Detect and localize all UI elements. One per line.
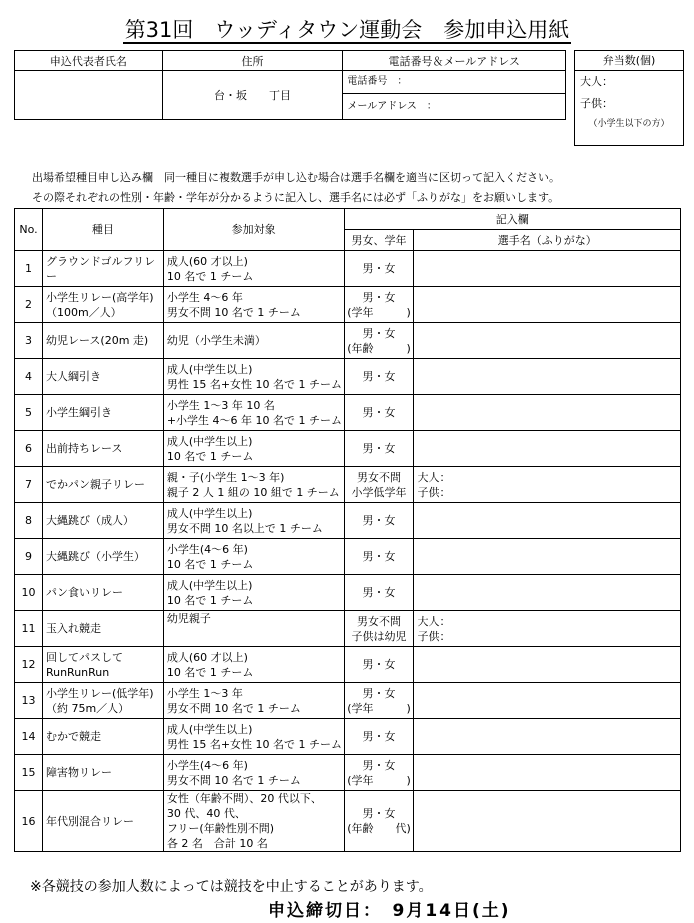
gender-field[interactable] xyxy=(344,287,414,323)
row-number: 16 xyxy=(15,791,43,852)
target-line: 10 名で 1 チーム xyxy=(166,557,254,571)
player-label: 子供： xyxy=(417,485,451,499)
gender-line: (学年 ) xyxy=(347,305,411,319)
player-name-field[interactable] xyxy=(414,467,681,503)
table-row xyxy=(15,647,681,683)
gender-line: (年齢 代) xyxy=(347,822,411,835)
event-name xyxy=(42,395,163,431)
gender-line: (年齢 ) xyxy=(347,341,411,355)
address-value: 台・坂 丁目 xyxy=(214,89,292,102)
target-line: 成人(中学生以上) xyxy=(166,506,253,520)
target-line: 小学生 1〜3 年 xyxy=(166,686,243,700)
event-name-line: （約 75m／人） xyxy=(45,701,130,715)
gender-line: 男・女 xyxy=(362,758,396,772)
deadline: 申込締切日： 9月14日(土) xyxy=(268,901,511,921)
instruction-line: その際それぞれの性別・年齢・学年が分かるように記入し、選手名には必ず「ふりがな」をお願いします。 xyxy=(32,191,560,204)
target-line: 小学生(4〜6 年) xyxy=(166,542,248,556)
target-line: 成人(中学生以上) xyxy=(166,722,253,736)
target-line: 10 名で 1 チーム xyxy=(166,269,254,283)
gender-line: 男・女 xyxy=(362,406,396,419)
gender-field[interactable] xyxy=(344,539,414,575)
bento-note: （小学生以下の方） xyxy=(588,119,670,129)
gender-line: (学年 ) xyxy=(347,773,411,787)
target-line: 10 名で 1 チーム xyxy=(166,449,254,463)
table-row xyxy=(15,359,681,395)
target-line: 10 名で 1 チーム xyxy=(166,665,254,679)
target-cell xyxy=(163,575,344,611)
gender-line: 子供は幼児 xyxy=(351,629,407,643)
target-cell xyxy=(163,251,344,287)
gender-field[interactable] xyxy=(344,467,414,503)
gender-field[interactable] xyxy=(344,251,414,287)
gender-line: 男・女 xyxy=(362,586,396,599)
target-cell xyxy=(163,503,344,539)
target-line: 成人(60 才以上) xyxy=(166,254,248,268)
target-cell xyxy=(163,755,344,791)
event-table xyxy=(14,208,681,852)
row-number: 14 xyxy=(15,719,43,755)
target-line: 男女不問 10 名で 1 チーム xyxy=(166,701,301,715)
col-no: No. xyxy=(15,209,43,251)
player-name-field[interactable] xyxy=(414,575,681,611)
target-line: 幼児親子 xyxy=(166,612,211,625)
event-name-line: RunRunRun xyxy=(45,665,110,679)
player-name-field[interactable] xyxy=(414,791,681,852)
row-number: 1 xyxy=(15,251,43,287)
table-row xyxy=(15,323,681,359)
event-name-line: 幼児レース(20m 走) xyxy=(45,334,149,347)
row-number: 12 xyxy=(15,647,43,683)
gender-line: 男・女 xyxy=(362,807,396,820)
bento-title: 弁当数(個) xyxy=(575,51,683,71)
gender-field[interactable] xyxy=(344,647,414,683)
target-line: 小学生 1〜3 年 10 名 xyxy=(166,398,275,412)
event-name xyxy=(42,683,163,719)
col-entry: 記入欄 xyxy=(344,209,680,230)
table-row xyxy=(15,467,681,503)
col-gender: 男女、学年 xyxy=(344,230,414,251)
event-name xyxy=(42,755,163,791)
target-line: 小学生(4〜6 年) xyxy=(166,758,248,772)
target-cell xyxy=(163,287,344,323)
mail-label: メールアドレス ： xyxy=(347,101,437,112)
col-event: 種目 xyxy=(42,209,163,251)
event-name xyxy=(42,719,163,755)
event-name-line: 出前持ちレース xyxy=(45,442,123,455)
target-cell xyxy=(163,647,344,683)
gender-line: 小学低学年 xyxy=(351,485,407,499)
table-row xyxy=(15,575,681,611)
row-number: 15 xyxy=(15,755,43,791)
event-name-line: 年代別混合リレー xyxy=(45,814,134,828)
gender-line: 男・女 xyxy=(362,370,396,383)
row-number: 8 xyxy=(15,503,43,539)
gender-line: 男・女 xyxy=(362,658,396,671)
gender-line: 男女不問 xyxy=(356,614,401,628)
gender-line: 男・女 xyxy=(362,686,396,700)
gender-line: 男・女 xyxy=(362,550,396,563)
target-line: フリー(年齢性別不問) xyxy=(166,822,274,835)
player-name-field[interactable] xyxy=(414,251,681,287)
table-row xyxy=(15,251,681,287)
event-name-line: むかで競走 xyxy=(45,730,101,743)
row-number: 3 xyxy=(15,323,43,359)
target-cell xyxy=(163,323,344,359)
bento-count-box xyxy=(574,50,684,146)
event-name xyxy=(42,251,163,287)
target-line: 30 代、40 代、 xyxy=(166,807,246,820)
target-line: 成人(中学生以上) xyxy=(166,578,253,592)
footer-note: ※各競技の参加人数によっては競技を中止することがあります。 xyxy=(30,879,433,895)
gender-field[interactable] xyxy=(344,503,414,539)
target-line: 成人(中学生以上) xyxy=(166,434,253,448)
target-line: 親子 2 人 1 組の 10 組で 1 チーム xyxy=(166,485,340,499)
target-cell xyxy=(163,539,344,575)
applicant-name-field[interactable] xyxy=(15,71,163,120)
gender-field[interactable] xyxy=(344,683,414,719)
event-name-line: グラウンドゴルフリレー xyxy=(45,254,156,283)
player-name-field[interactable] xyxy=(414,503,681,539)
event-name xyxy=(42,287,163,323)
row-number: 7 xyxy=(15,467,43,503)
header-address-label: 住所 xyxy=(162,51,343,71)
table-row xyxy=(15,719,681,755)
table-row xyxy=(15,539,681,575)
player-name-field[interactable] xyxy=(414,287,681,323)
table-row xyxy=(15,791,681,852)
col-target: 参加対象 xyxy=(163,209,344,251)
page-title: 第31回 ウッディタウン運動会 参加申込用紙 xyxy=(124,18,570,42)
applicant-table xyxy=(14,50,566,120)
target-cell xyxy=(163,791,344,852)
target-cell xyxy=(163,431,344,467)
event-name xyxy=(42,647,163,683)
row-number: 5 xyxy=(15,395,43,431)
target-cell xyxy=(163,467,344,503)
address-field[interactable] xyxy=(162,71,343,120)
gender-line: 男・女 xyxy=(362,442,396,455)
table-row xyxy=(15,683,681,719)
player-label: 大人： xyxy=(417,470,451,484)
event-name xyxy=(42,359,163,395)
event-name-line: 小学生リレー(高学年) xyxy=(45,290,154,304)
gender-field[interactable] xyxy=(344,359,414,395)
event-name xyxy=(42,611,163,647)
event-name-line: 小学生綱引き xyxy=(45,406,112,419)
instruction-line: 出場希望種目申し込み欄 同一種目に複数選手が申し込む場合は選手名欄を適当に区切って記入ください。 xyxy=(32,171,560,184)
table-row xyxy=(15,755,681,791)
col-player: 選手名（ふりがな） xyxy=(414,230,681,251)
event-name xyxy=(42,791,163,852)
target-line: 各 2 名 合計 10 名 xyxy=(166,837,268,850)
gender-field[interactable] xyxy=(344,719,414,755)
gender-line: 男・女 xyxy=(362,730,396,743)
bento-adult-field[interactable]: 大人： xyxy=(580,75,613,88)
target-line: 10 名で 1 チーム xyxy=(166,593,254,607)
target-line: +小学生 4〜6 年 10 名で 1 チーム xyxy=(166,413,343,427)
target-line: 男性 15 名+女性 10 名で 1 チーム xyxy=(166,377,343,391)
phone-label: 電話番号 ： xyxy=(347,76,408,87)
target-line: 男性 15 名+女性 10 名で 1 チーム xyxy=(166,737,343,751)
table-row xyxy=(15,503,681,539)
target-line: 親・子(小学生 1〜3 年) xyxy=(166,470,285,484)
target-line: 成人(中学生以上) xyxy=(166,362,253,376)
header-contact-label: 電話番号＆メールアドレス xyxy=(343,51,566,71)
player-name-field[interactable] xyxy=(414,323,681,359)
gender-line: 男女不問 xyxy=(356,470,401,484)
target-line: 幼児（小学生未満） xyxy=(166,334,266,347)
target-cell xyxy=(163,359,344,395)
player-name-field[interactable] xyxy=(414,359,681,395)
event-name xyxy=(42,575,163,611)
player-name-field[interactable] xyxy=(414,755,681,791)
event-name-line: 小学生リレー(低学年) xyxy=(45,686,154,700)
event-name-line: パン食いリレー xyxy=(45,586,123,599)
event-name xyxy=(42,539,163,575)
table-row xyxy=(15,287,681,323)
player-label: 大人： xyxy=(417,614,451,628)
gender-field[interactable] xyxy=(344,611,414,647)
target-line: 女性（年齢不問）、20 代以下、 xyxy=(166,792,322,805)
gender-field[interactable] xyxy=(344,755,414,791)
gender-line: (学年 ) xyxy=(347,701,411,715)
player-name-field[interactable] xyxy=(414,719,681,755)
event-name-line: でかパン親子リレー xyxy=(45,478,145,491)
target-cell xyxy=(163,719,344,755)
row-number: 9 xyxy=(15,539,43,575)
event-name-line: （100m／人） xyxy=(45,305,122,319)
target-line: 成人(60 才以上) xyxy=(166,650,248,664)
event-name xyxy=(42,323,163,359)
event-name-line: 大縄跳び（小学生） xyxy=(45,550,145,563)
target-line: 小学生 4〜6 年 xyxy=(166,290,243,304)
gender-field[interactable] xyxy=(344,323,414,359)
bento-child-field[interactable]: 子供： xyxy=(580,97,613,110)
player-name-field[interactable] xyxy=(414,395,681,431)
target-cell xyxy=(163,683,344,719)
target-line: 男女不問 10 名以上で 1 チーム xyxy=(166,521,323,535)
event-name-line: 大縄跳び（成人） xyxy=(45,514,134,527)
player-label: 子供： xyxy=(417,629,451,643)
row-number: 11 xyxy=(15,611,43,647)
event-name-line: 障害物リレー xyxy=(45,766,112,779)
gender-line: 男・女 xyxy=(362,290,396,304)
event-name-line: 玉入れ競走 xyxy=(45,622,101,635)
event-name-line: 回してパスして xyxy=(45,650,123,664)
event-name xyxy=(42,503,163,539)
player-name-field[interactable] xyxy=(414,683,681,719)
row-number: 10 xyxy=(15,575,43,611)
target-cell xyxy=(163,395,344,431)
row-number: 13 xyxy=(15,683,43,719)
gender-line: 男・女 xyxy=(362,262,396,275)
player-name-field[interactable] xyxy=(414,647,681,683)
row-number: 6 xyxy=(15,431,43,467)
table-row xyxy=(15,395,681,431)
event-name xyxy=(42,467,163,503)
gender-field[interactable] xyxy=(344,575,414,611)
target-line: 男女不問 10 名で 1 チーム xyxy=(166,773,301,787)
row-number: 2 xyxy=(15,287,43,323)
target-line: 男女不問 10 名で 1 チーム xyxy=(166,305,301,319)
mail-field[interactable] xyxy=(343,94,565,119)
gender-field[interactable] xyxy=(344,791,414,852)
gender-field[interactable] xyxy=(344,431,414,467)
gender-line: 男・女 xyxy=(362,326,396,340)
gender-field[interactable] xyxy=(344,395,414,431)
header-name-label: 申込代表者氏名 xyxy=(15,51,163,71)
instructions xyxy=(32,168,560,208)
table-row xyxy=(15,431,681,467)
table-row xyxy=(15,611,681,647)
phone-field[interactable] xyxy=(343,71,565,94)
player-name-field[interactable] xyxy=(414,539,681,575)
target-cell xyxy=(163,611,344,647)
row-number: 4 xyxy=(15,359,43,395)
player-name-field[interactable] xyxy=(414,431,681,467)
player-name-field[interactable] xyxy=(414,611,681,647)
gender-line: 男・女 xyxy=(362,514,396,527)
event-name-line: 大人綱引き xyxy=(45,370,101,383)
event-name xyxy=(42,431,163,467)
